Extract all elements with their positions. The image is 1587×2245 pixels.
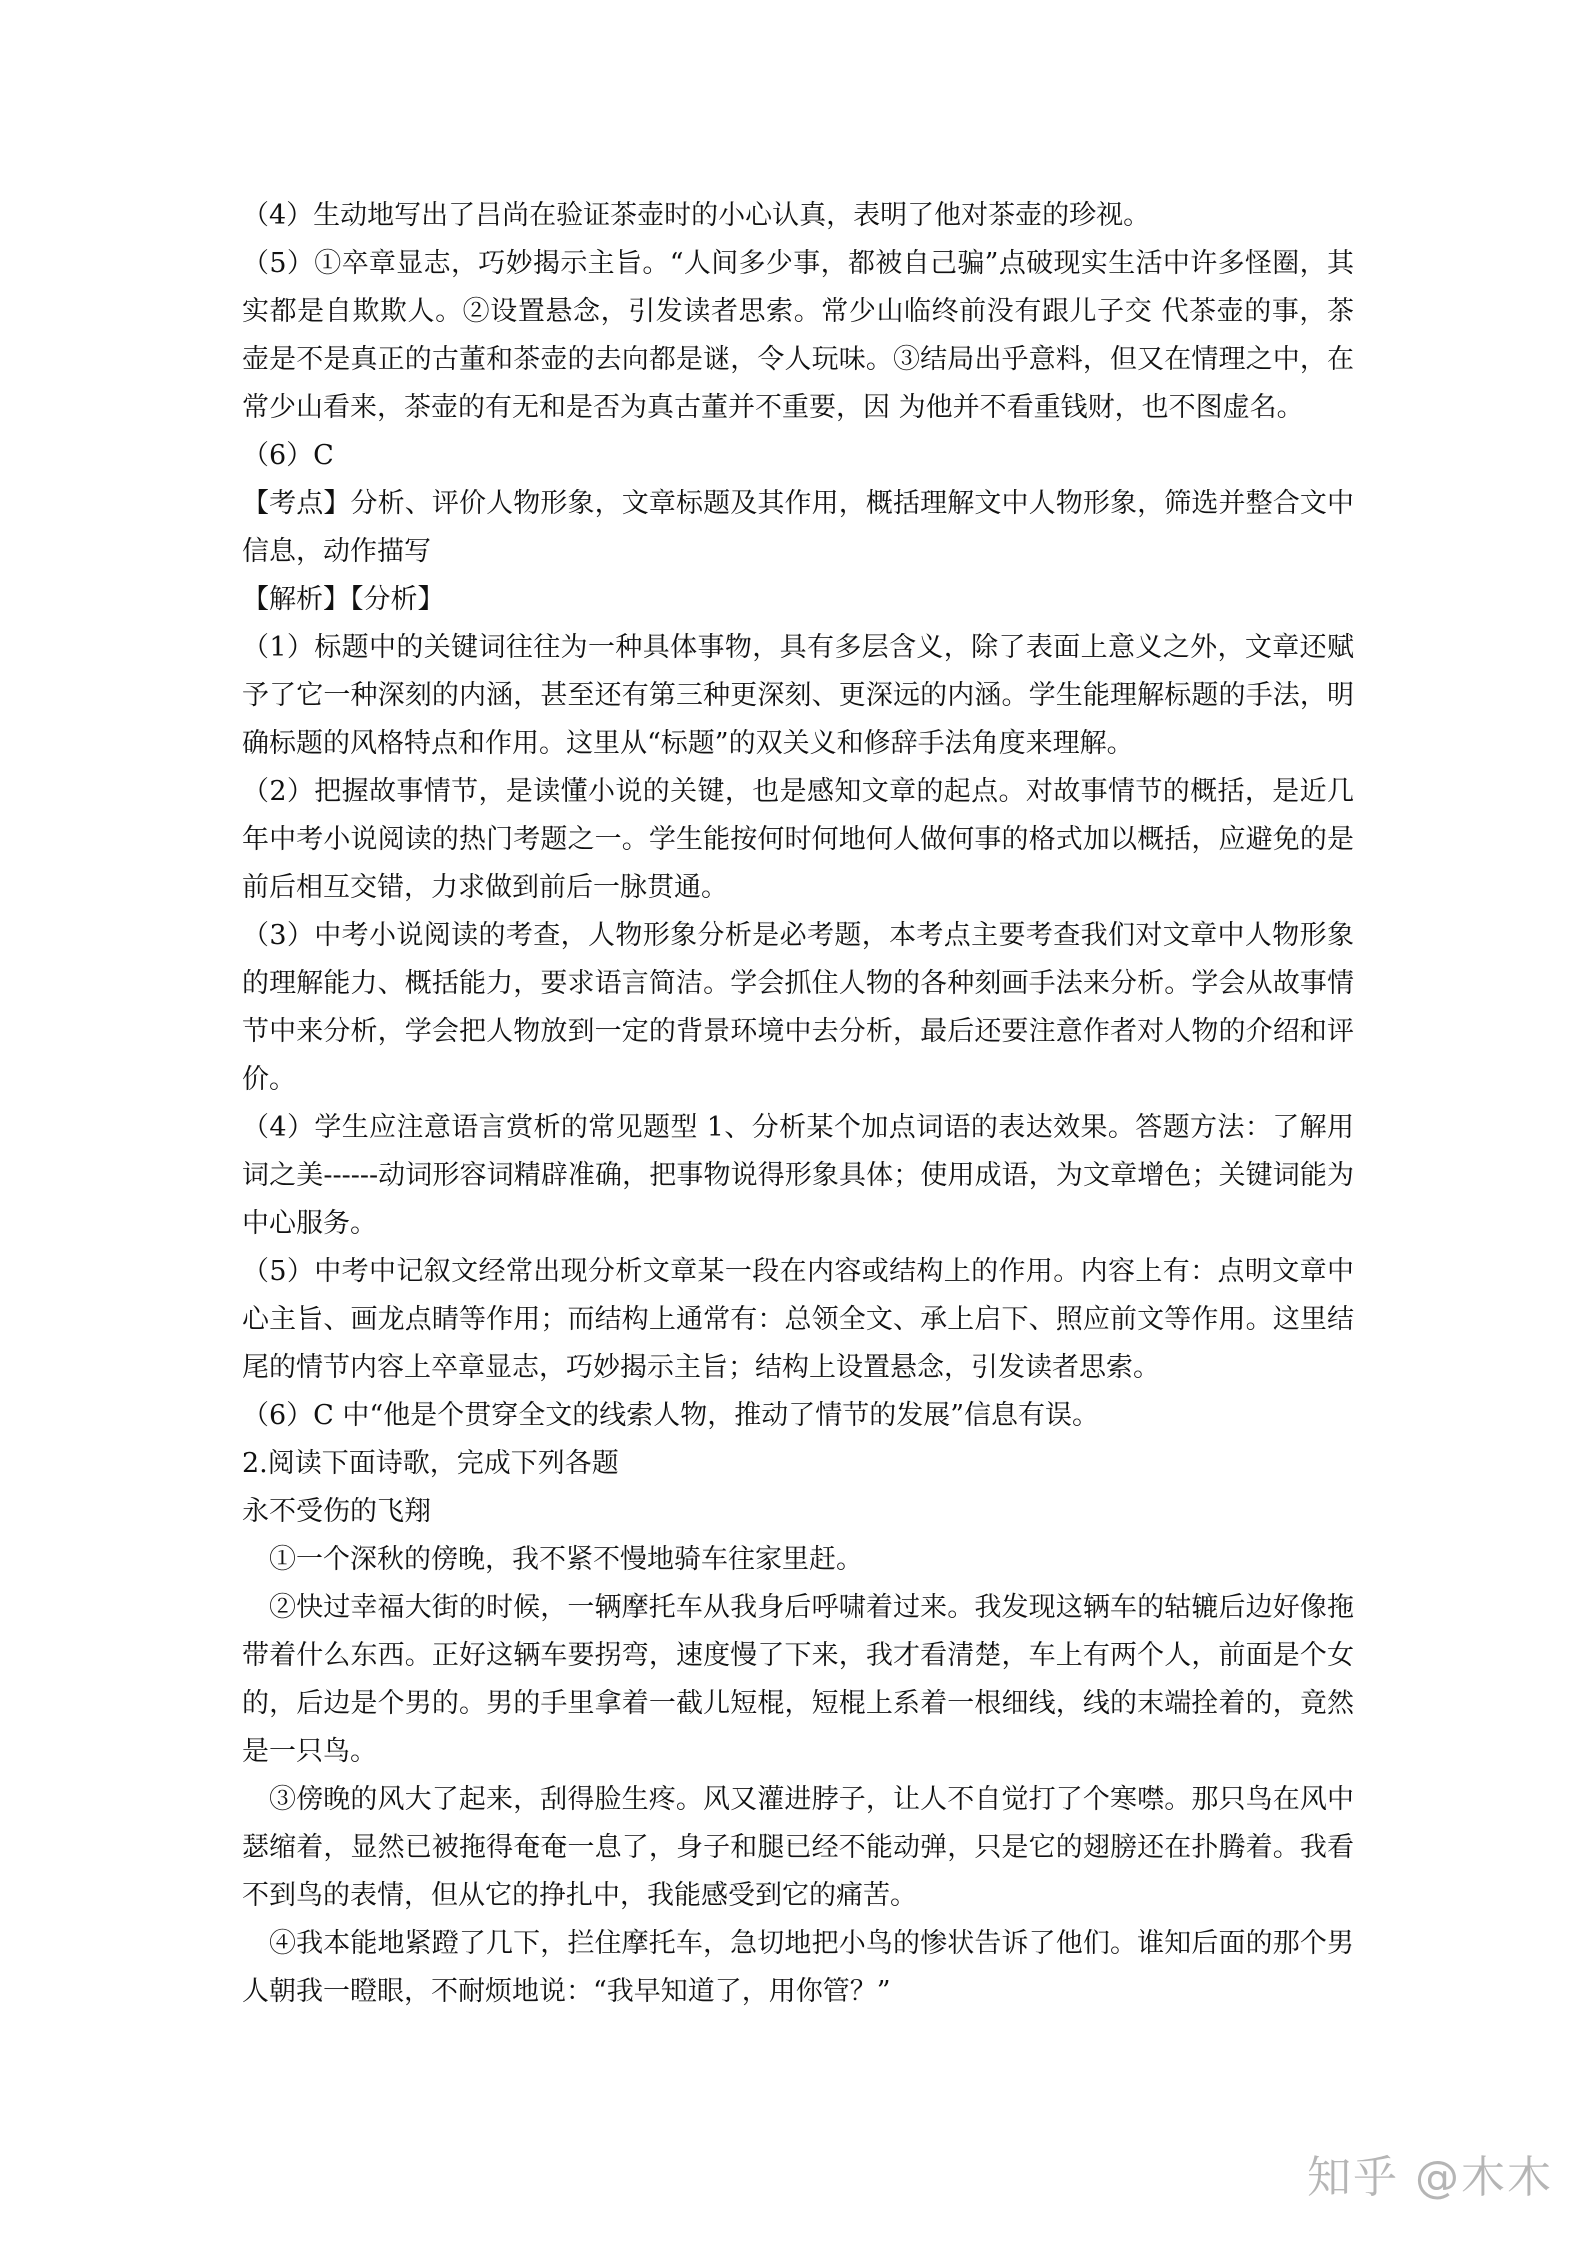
story-paragraph-4: ④我本能地紧蹬了几下，拦住摩托车，急切地把小鸟的惨状告诉了他们。谁知后面的那个男人朝我一瞪眼，不耐烦地说：“我早知道了，用你管？” bbox=[242, 1928, 1354, 2007]
paragraph-answer-6: （6）C bbox=[242, 440, 334, 471]
paragraph-analysis-3: （3）中考小说阅读的考查，人物形象分析是必考题，本考点主要考查我们对文章中人物形象的理解能力、概括能力，要求语言简洁。学会抓住人物的各种刻画手法来分析。学会从故事情节中来分析，学会把人物放到一定的背景环境中去分析，最后还要注意作者对人物的介绍和评价。 bbox=[242, 920, 1354, 1095]
story-paragraph-1: ①一个深秋的傍晚，我不紧不慢地骑车往家里赶。 bbox=[269, 1544, 863, 1575]
paragraph-answer-4: （4）生动地写出了吕尚在验证茶壶时的小心认真，表明了他对茶壶的珍视。 bbox=[242, 200, 1151, 231]
story-paragraph-3: ③傍晚的风大了起来，刮得脸生疼。风又灌进脖子，让人不自觉打了个寒噤。那只鸟在风中瑟缩着，显然已被拖得奄奄一息了，身子和腿已经不能动弹，只是它的翅膀还在扑腾着。我看不到鸟的表情，但从它的挣扎中，我能感受到它的痛苦。 bbox=[242, 1784, 1354, 1911]
paragraph-analysis-5: （5）中考中记叙文经常出现分析文章某一段在内容或结构上的作用。内容上有：点明文章中心主旨、画龙点睛等作用；而结构上通常有：总领全文、承上启下、照应前文等作用。这里结尾的情节内容上卒章显志，巧妙揭示主旨；结构上设置悬念，引发读者思索。 bbox=[242, 1256, 1354, 1383]
paragraph-jiexi-heading: 【解析】【分析】 bbox=[242, 584, 445, 615]
story-title: 永不受伤的飞翔 bbox=[242, 1496, 431, 1527]
watermark-text: 知乎 @木木 bbox=[1307, 2152, 1553, 2203]
paragraph-answer-5: （5）①卒章显志，巧妙揭示主旨。“人间多少事，都被自己骗”点破现实生活中许多怪圈，其实都是自欺欺人。②设置悬念，引发读者思索。常少山临终前没有跟儿子交 代茶壶的事，茶壶是不是真正的古董和茶壶的去向都是谜，令人玩味。③结局出乎意料，但又在情理之中，在常少山看来，茶壶的有无和是否为真古董并不重要，因 为他并不看重钱财，也不图虚名。 bbox=[242, 248, 1354, 423]
story-paragraph-2: ②快过幸福大街的时候，一辆摩托车从我身后呼啸着过来。我发现这辆车的轱辘后边好像拖带着什么东西。正好这辆车要拐弯，速度慢了下来，我才看清楚，车上有两个人，前面是个女的，后边是个男的。男的手里拿着一截儿短棍，短棍上系着一根细线，线的末端拴着的，竟然是一只鸟。 bbox=[242, 1592, 1354, 1767]
paragraph-analysis-4: （4）学生应注意语言赏析的常见题型 1、分析某个加点词语的表达效果。答题方法：了解用词之美------动词形容词精辟准确，把事物说得形象具体；使用成语，为文章增色；关键词能为中心服务。 bbox=[242, 1112, 1354, 1239]
paragraph-kaodian: 【考点】分析、评价人物形象，文章标题及其作用，概括理解文中人物形象，筛选并整合文中信息，动作描写 bbox=[242, 488, 1354, 567]
document-page bbox=[242, 192, 1354, 2016]
paragraph-analysis-2: （2）把握故事情节，是读懂小说的关键，也是感知文章的起点。对故事情节的概括，是近几年中考小说阅读的热门考题之一。学生能按何时何地何人做何事的格式加以概括，应避免的是前后相互交错，力求做到前后一脉贯通。 bbox=[242, 776, 1354, 903]
paragraph-analysis-6: （6）C 中“他是个贯穿全文的线索人物，推动了情节的发展”信息有误。 bbox=[242, 1400, 1100, 1431]
paragraph-analysis-1: （1）标题中的关键词往往为一种具体事物，具有多层含义，除了表面上意义之外，文章还赋予了它一种深刻的内涵，甚至还有第三种更深刻、更深远的内涵。学生能理解标题的手法，明确标题的风格特点和作用。这里从“标题”的双关义和修辞手法角度来理解。 bbox=[242, 632, 1354, 759]
question-2-prompt: 2.阅读下面诗歌，完成下列各题 bbox=[242, 1448, 619, 1479]
